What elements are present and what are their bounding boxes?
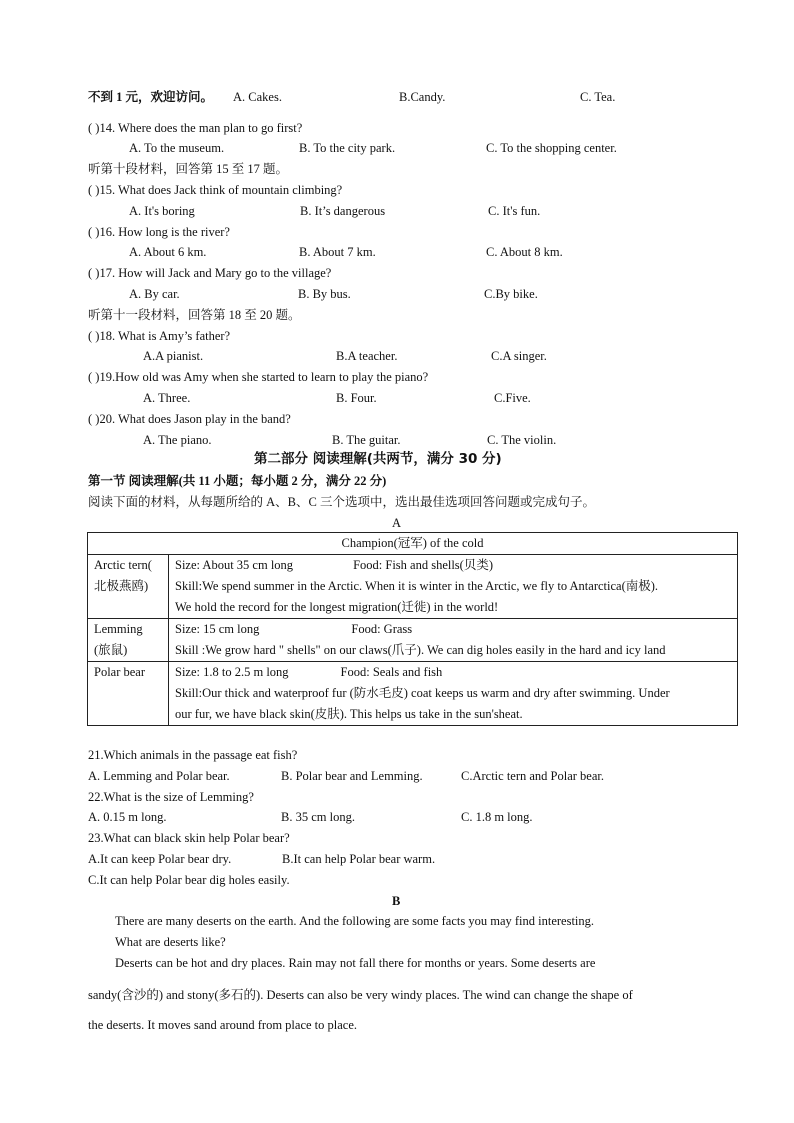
- question-15-option-a: A. It's boring: [129, 204, 195, 218]
- table-title: Champion(冠军) of the cold: [88, 533, 738, 555]
- animal-name-cell: [88, 662, 169, 726]
- question-19-option-c: C.Five.: [494, 391, 531, 405]
- animal-name: Lemming: [94, 622, 143, 636]
- passage-a-label: A: [392, 516, 402, 530]
- question-14-stem: ( )14. Where does the man plan to go first?: [88, 121, 303, 135]
- animal-size: Size: 1.8 to 2.5 m long: [175, 665, 289, 679]
- question-18-option-c: C.A singer.: [491, 349, 547, 363]
- question-23-option-a: A.It can keep Polar bear dry.: [88, 852, 232, 866]
- passage-b-label: B: [392, 894, 401, 908]
- animal-size-food: [175, 555, 731, 576]
- question-18-option-b: B.A teacher.: [336, 349, 398, 363]
- animal-name: Polar bear: [94, 665, 146, 679]
- question-19-stem: ( )19.How old was Amy when she started to learn to play the piano?: [88, 370, 429, 384]
- question-19-option-a: A. Three.: [143, 391, 191, 405]
- animal-food: Food: Fish and shells(贝类): [353, 558, 493, 572]
- animal-size-food: [175, 662, 731, 683]
- question-22-option-a: A. 0.15 m long.: [88, 810, 167, 824]
- table-title-row: [88, 533, 738, 555]
- animal-info-cell: [169, 619, 738, 662]
- passage-b-line: Deserts can be hot and dry places. Rain may not fall there for months or years. Some deserts are: [115, 956, 596, 970]
- table-row: [88, 662, 738, 726]
- question-20-option-a: A. The piano.: [143, 433, 212, 447]
- q13-option-a: A. Cakes.: [233, 90, 282, 104]
- question-16-option-b: B. About 7 km.: [299, 245, 376, 259]
- section-heading-material-10: 听第十段材料，回答第 15 至 17 题。: [88, 162, 289, 176]
- question-20-option-c: C. The violin.: [487, 433, 557, 447]
- question-14-option-a: A. To the museum.: [129, 141, 225, 155]
- animal-skill: Skill:Our thick and waterproof fur (防水毛皮) coat keeps us warm and dry after swimming. Under: [175, 686, 670, 700]
- question-18-stem: ( )18. What is Amy’s father?: [88, 329, 231, 343]
- animal-food: Food: Seals and fish: [340, 665, 443, 679]
- question-23-option-b: B.It can help Polar bear warm.: [282, 852, 436, 866]
- animal-info-cell: [169, 662, 738, 726]
- animals-table: [87, 532, 738, 726]
- question-14-option-c: C. To the shopping center.: [486, 141, 617, 155]
- animal-skill-cont: We hold the record for the longest migration(迁徙) in the world!: [175, 600, 499, 614]
- animal-size: Size: About 35 cm long: [175, 558, 294, 572]
- question-14-option-b: B. To the city park.: [299, 141, 396, 155]
- question-17-option-a: A. By car.: [129, 287, 180, 301]
- animal-info-cell: [169, 555, 738, 619]
- animal-food: Food: Grass: [351, 622, 413, 636]
- animal-skill: Skill:We spend summer in the Arctic. When it is winter in the Arctic, we fly to Antarctica(南极).: [175, 579, 659, 593]
- question-21-option-a: A. Lemming and Polar bear.: [88, 769, 230, 783]
- question-20-option-b: B. The guitar.: [332, 433, 401, 447]
- section-heading-material-11: 听第十一段材料，回答第 18 至 20 题。: [88, 308, 301, 322]
- animal-size: Size: 15 cm long: [175, 622, 260, 636]
- question-22-option-c: C. 1.8 m long.: [461, 810, 533, 824]
- question-23-option-c: C.It can help Polar bear dig holes easily.: [88, 873, 290, 887]
- question-17-option-c: C.By bike.: [484, 287, 538, 301]
- animal-name: Arctic tern(: [94, 558, 152, 572]
- question-16-option-a: A. About 6 km.: [129, 245, 207, 259]
- q13-option-c: C. Tea.: [580, 90, 616, 104]
- question-17-stem: ( )17. How will Jack and Mary go to the village?: [88, 266, 332, 280]
- question-23-stem: 23.What can black skin help Polar bear?: [88, 831, 290, 845]
- table-row: [88, 619, 738, 662]
- question-22-option-b: B. 35 cm long.: [281, 810, 355, 824]
- question-21-option-b: B. Polar bear and Lemming.: [281, 769, 423, 783]
- table-row: [88, 555, 738, 619]
- question-16-stem: ( )16. How long is the river?: [88, 225, 230, 239]
- q13-prefix: 不到 1 元，欢迎访问。: [88, 90, 214, 104]
- animal-name-cell: [88, 555, 169, 619]
- question-15-stem: ( )15. What does Jack think of mountain climbing?: [88, 183, 343, 197]
- q13-option-b: B.Candy.: [399, 90, 446, 104]
- animal-name-cn: 北极燕鸥): [94, 579, 149, 593]
- question-15-option-b: B. It’s dangerous: [300, 204, 386, 218]
- animal-skill-cont: our fur, we have black skin(皮肤). This helps us take in the sun'sheat.: [175, 707, 523, 721]
- part2-title: 第二部分 阅读理解(共两节，满分 30 分): [254, 451, 502, 467]
- question-22-stem: 22.What is the size of Lemming?: [88, 790, 254, 804]
- passage-b-line: sandy(含沙的) and stony(多石的). Deserts can also be very windy places. The wind can change the shape of: [88, 988, 633, 1002]
- section1-title: 第一节 阅读理解(共 11 小题；每小题 2 分，满分 22 分): [88, 474, 387, 488]
- passage-b-line: the deserts. It moves sand around from place to place.: [88, 1018, 358, 1032]
- animal-size-food: [175, 619, 731, 640]
- animal-name-cn: (旅鼠): [94, 643, 128, 657]
- passage-b-line: What are deserts like?: [115, 935, 226, 949]
- passage-b-line: There are many deserts on the earth. And the following are some facts you may find interesting.: [115, 914, 595, 928]
- question-18-option-a: A.A pianist.: [143, 349, 204, 363]
- question-15-option-c: C. It's fun.: [488, 204, 541, 218]
- question-16-option-c: C. About 8 km.: [486, 245, 563, 259]
- reading-instructions: 阅读下面的材料，从每题所给的 A、B、C 三个选项中，选出最佳选项回答问题或完成句子。: [88, 495, 595, 509]
- question-21-option-c: C.Arctic tern and Polar bear.: [461, 769, 605, 783]
- question-19-option-b: B. Four.: [336, 391, 377, 405]
- question-17-option-b: B. By bus.: [298, 287, 351, 301]
- animal-name-cell: [88, 619, 169, 662]
- animal-skill: Skill :We grow hard " shells" on our claws(爪子). We can dig holes easily in the hard and icy land: [175, 643, 666, 657]
- question-20-stem: ( )20. What does Jason play in the band?: [88, 412, 291, 426]
- question-21-stem: 21.Which animals in the passage eat fish?: [88, 748, 298, 762]
